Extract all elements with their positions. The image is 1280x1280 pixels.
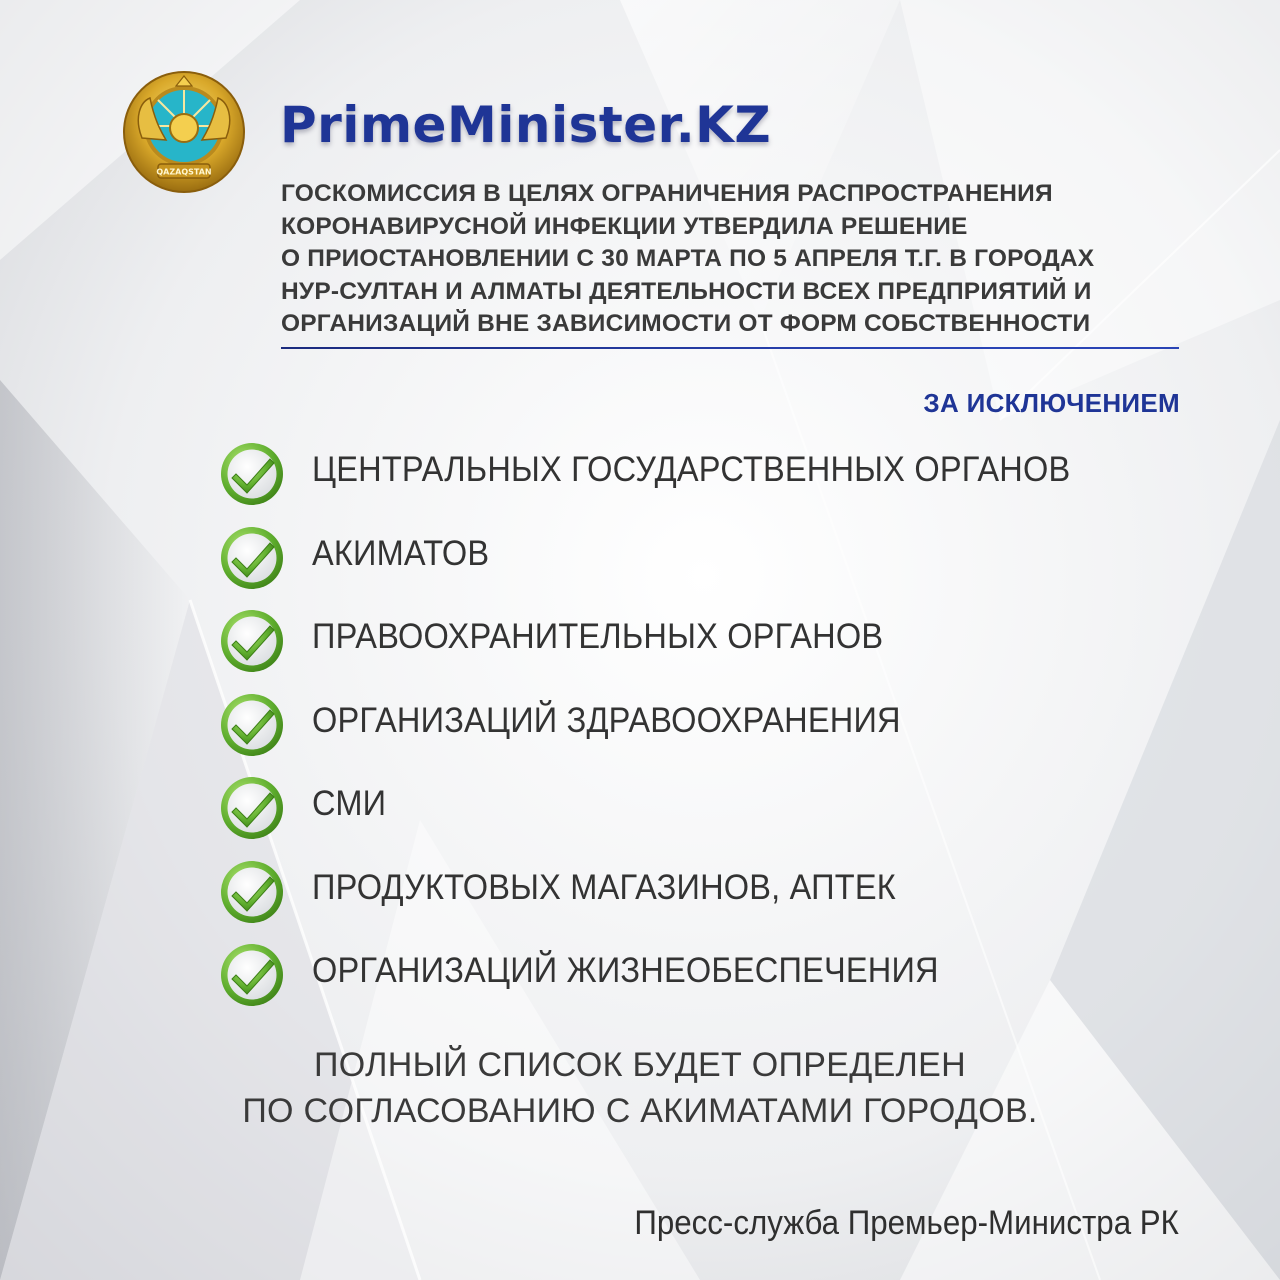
list-item-label: АКИМАТОВ — [312, 533, 490, 573]
headline-line: ГОСКОМИССИЯ В ЦЕЛЯХ ОГРАНИЧЕНИЯ РАСПРОСТРАНЕНИЯ — [281, 180, 1053, 207]
list-item — [218, 774, 1198, 858]
svg-text:QAZAQSTAN: QAZAQSTAN — [156, 167, 212, 177]
list-item-label: ОРГАНИЗАЦИЙ ЖИЗНЕОБЕСПЕЧЕНИЯ — [312, 951, 939, 990]
headline — [281, 178, 1161, 341]
list-item — [218, 941, 1198, 1025]
state-emblem-icon — [120, 68, 248, 196]
list-item — [218, 524, 1198, 608]
list-item — [218, 440, 1198, 524]
check-circle-icon — [218, 691, 286, 759]
brand-domain: .KZ — [675, 96, 772, 154]
headline-line: ОРГАНИЗАЦИЙ ВНЕ ЗАВИСИМОСТИ ОТ ФОРМ СОБСТВЕННОСТИ — [281, 310, 1091, 337]
headline-line: НУР-СУЛТАН И АЛМАТЫ ДЕЯТЕЛЬНОСТИ ВСЕХ ПРЕДПРИЯТИЙ И — [281, 277, 1092, 305]
check-circle-icon — [218, 607, 286, 675]
list-item-label: СМИ — [312, 784, 387, 823]
headline-line: О ПРИОСТАНОВЛЕНИИ С 30 МАРТА ПО 5 АПРЕЛЯ Т.Г. В ГОРОДАХ — [281, 245, 1095, 272]
footer-note — [160, 1042, 1120, 1134]
divider-line — [281, 347, 1179, 349]
brand-name: PrimeMinister — [280, 96, 676, 154]
headline-line: КОРОНАВИРУСНОЙ ИНФЕКЦИИ УТВЕРДИЛА РЕШЕНИЕ — [281, 212, 968, 240]
list-item-label: ПРОДУКТОВЫХ МАГАЗИНОВ, АПТЕК — [312, 867, 896, 907]
press-service-signature: Пресс-служба Премьер-Министра РК — [634, 1204, 1179, 1242]
brand-logo — [280, 96, 771, 166]
check-circle-icon — [218, 524, 286, 592]
check-circle-icon — [218, 858, 286, 926]
exception-heading: ЗА ИСКЛЮЧЕНИЕМ — [923, 388, 1180, 418]
list-item-label: ПРАВООХРАНИТЕЛЬНЫХ ОРГАНОВ — [312, 617, 884, 656]
footer-note-line: ПО СОГЛАСОВАНИЮ С АКИМАТАМИ ГОРОДОВ. — [242, 1092, 1038, 1130]
list-item-label: ЦЕНТРАЛЬНЫХ ГОСУДАРСТВЕННЫХ ОРГАНОВ — [312, 450, 1071, 489]
exceptions-list — [218, 440, 1198, 1025]
check-circle-icon — [218, 440, 286, 508]
check-circle-icon — [218, 941, 286, 1009]
list-item — [218, 691, 1198, 775]
list-item — [218, 858, 1198, 942]
list-item-label: ОРГАНИЗАЦИЙ ЗДРАВООХРАНЕНИЯ — [312, 700, 901, 740]
list-item — [218, 607, 1198, 691]
footer-note-line: ПОЛНЫЙ СПИСОК БУДЕТ ОПРЕДЕЛЕН — [314, 1046, 966, 1084]
check-circle-icon — [218, 774, 286, 842]
